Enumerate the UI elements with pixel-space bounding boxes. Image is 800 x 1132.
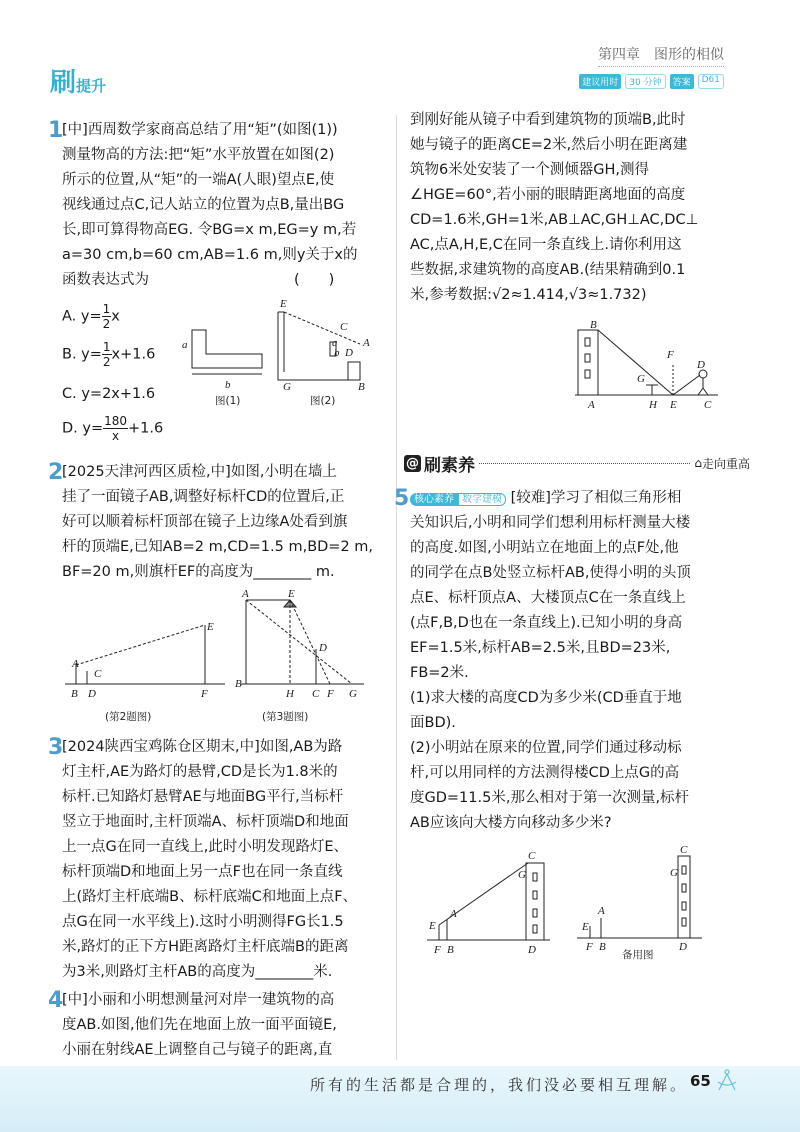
label: A (588, 399, 595, 411)
text-line: FB=2米. (410, 665, 469, 681)
text-line: 的高度.如图,小明站立在地面上的点F处,他 (410, 540, 679, 556)
text-line: 的同学在点B处竖立标杆AB,使得小明的头顶 (410, 565, 691, 581)
figure-2 (60, 585, 230, 725)
text-line: 灯主杆,AE为路灯的悬臂,CD是长为1.8米的 (62, 764, 338, 780)
label: D (679, 941, 687, 953)
label: A (363, 337, 370, 349)
label: G (283, 381, 291, 393)
brand-main: 刷 (50, 68, 77, 98)
figure-3 (232, 585, 372, 725)
text-line: 为3米,则路灯主杆AB的高度为________米. (62, 964, 333, 980)
label: H (649, 399, 657, 411)
text-line: 她与镜子的距离CE=2米,然后小明在距离建 (410, 137, 688, 153)
label: C (312, 688, 320, 700)
text-line: 竖立于地面时,主杆顶端A、标杆顶端D和地面 (62, 814, 349, 830)
text-line: 上一点G在同一直线上,此时小明发现路灯E、 (62, 839, 349, 855)
time-answer-tags (579, 74, 724, 89)
figure-5-spare (572, 840, 707, 965)
label: B (235, 678, 242, 690)
text-line: 杆的顶端E,已知AB=2 m,CD=1.5 m,BD=2 m, (62, 539, 374, 555)
caption: (第3题图) (262, 711, 309, 723)
label: F (327, 688, 334, 700)
option-text: B. y= (62, 346, 102, 363)
label: A (72, 658, 79, 670)
numerator: 180 (104, 414, 128, 428)
text-line: 所示的位置,从“矩”的一端A(人眼)望点E,使 (62, 172, 335, 188)
label: F (586, 941, 593, 953)
label: G (518, 869, 526, 881)
label: b (334, 347, 340, 359)
label: E (670, 399, 677, 411)
question-number: 3 (48, 735, 64, 760)
text-line: 小丽在射线AE上调整自己与镜子的距离,直 (62, 1042, 333, 1058)
label: G (670, 867, 678, 879)
option-text: x (111, 308, 120, 325)
section-icon: @ (406, 455, 419, 471)
text-line: 米,参考数据:√2≈1.414,√3≈1.732) (410, 287, 647, 303)
label: a (332, 337, 338, 349)
text-line: 好可以顺着标杆顶部在镜子上边缘A处看到旗 (62, 514, 348, 530)
option-c: C. y=2x+1.6 (62, 386, 156, 402)
question-number: 5 (394, 486, 410, 511)
option-b (62, 340, 155, 369)
question-number: 4 (48, 988, 64, 1013)
text-line: 点E、标杆顶点A、大楼顶点C在一条直线上 (410, 590, 686, 606)
text-line: AC,点A,H,E,C在同一条直线上.请你利用这 (410, 237, 682, 253)
building-icon: ⌂ (694, 456, 702, 470)
question-text (62, 118, 358, 293)
chapter-title: 第四章 图形的相似 (598, 44, 724, 67)
brand-sub: 提升 (76, 77, 107, 95)
caption: (第2题图) (105, 711, 152, 723)
label: D (697, 359, 705, 371)
label: b (225, 379, 231, 391)
answer-label: 答案 (670, 74, 694, 89)
text-line: EF=1.5米,标杆AB=2.5米,且BD=23米, (410, 640, 671, 656)
option-a (62, 302, 120, 331)
time-label: 建议用时 (579, 74, 621, 89)
text-line: CD=1.6米,GH=1米,AB⊥AC,GH⊥AC,DC⊥ (410, 212, 699, 228)
text-line: 测量物高的方法:把“矩”水平放置在如图(2) (62, 147, 335, 163)
dotted-leader (479, 463, 690, 464)
text-line: 上(路灯主杆底端B、标杆底端C和地面上点F、 (62, 889, 358, 905)
label: E (207, 621, 214, 633)
option-text: D. y= (62, 420, 104, 437)
text-line: 挂了一面镜子AB,调整好标杆CD的位置后,正 (62, 489, 345, 505)
label: B (590, 319, 597, 331)
numerator: 1 (102, 340, 111, 354)
label: F (667, 349, 674, 361)
text-line: 些数据,求建筑物的高度AB.(结果精确到0.1 (410, 262, 686, 278)
question-number: 2 (48, 460, 64, 485)
text-line: 筑物6米处安装了一个测倾器GH,测得 (410, 162, 649, 178)
label: B (447, 944, 454, 956)
label: B (71, 688, 78, 700)
figure-1 (170, 292, 385, 412)
question-text (410, 511, 691, 836)
text-line: 米,路灯的正下方H距离路灯主杆底端B的距离 (62, 939, 349, 955)
label: A (450, 908, 457, 920)
text-line: (1)求大楼的高度CD为多少米(CD垂直于地 (410, 690, 682, 706)
section-subtitle: 走向重高 (701, 456, 750, 471)
section-brand (50, 62, 106, 99)
caption: 备用图 (622, 949, 654, 961)
footer-quote: 所有的生活都是合理的，我们没必要相互理解。 (310, 1076, 689, 1094)
label: E (288, 588, 295, 600)
label: C (340, 321, 348, 333)
text-line: 长,即可算得物高EG. 令BG=x m,EG=y m,若 (62, 222, 357, 238)
text-line: [中]西周数学家商高总结了用“矩”(如图(1)) (62, 122, 338, 138)
text-line: 面BD). (410, 715, 456, 731)
denominator: x (112, 429, 120, 443)
label: C (94, 668, 102, 680)
label: G (637, 373, 645, 385)
column-divider (396, 115, 397, 1060)
denominator: 2 (102, 317, 111, 331)
label: E (582, 921, 589, 933)
label: B (358, 381, 365, 393)
text-line: 视线通过点C,记人站立的位置为点B,量出BG (62, 197, 345, 213)
question-text (62, 988, 337, 1063)
label: H (286, 688, 294, 700)
label: A (598, 905, 605, 917)
text-line: (点F,B,D也在一条直线上).已知小明的身高 (410, 615, 683, 631)
page-number: 65 (690, 1072, 711, 1090)
question-number: 1 (48, 118, 64, 143)
caption: 图(2) (310, 395, 336, 407)
caption: 图(1) (215, 395, 241, 407)
text-line: [2024陕西宝鸡陈仓区期末,中]如图,AB为路 (62, 739, 343, 755)
label: A (242, 588, 249, 600)
time-value: 30 分钟 (625, 74, 665, 89)
question-4-continued (410, 108, 698, 308)
text-line: [中]小丽和小明想测量河对岸一建筑物的高 (62, 992, 335, 1008)
text-line: 标杆顶端D和地面上另一点F也在同一条直线 (62, 864, 343, 880)
label: E (429, 920, 436, 932)
question-text (62, 735, 357, 985)
figure-4 (570, 318, 720, 413)
label: F (434, 944, 441, 956)
option-text: x+1.6 (111, 346, 156, 363)
answer-page: D61 (698, 74, 724, 89)
text-line: 杆,可以用同样的方法测得楼CD上点G的高 (410, 765, 680, 781)
text-line: a=30 cm,b=60 cm,AB=1.6 m,则y关于x的 (62, 247, 358, 263)
numerator: 1 (102, 302, 111, 316)
option-text: A. y= (62, 308, 102, 325)
compass-icon (714, 1068, 740, 1092)
question-text (62, 460, 373, 585)
text-line: 度AB.如图,他们先在地面上放一面平面镜E, (62, 1017, 337, 1033)
text-line: [2025天津河西区质检,中]如图,小明在墙上 (62, 464, 337, 480)
option-d (62, 414, 163, 443)
section-header (404, 452, 750, 474)
math-modeling-badge: 数学建模 (458, 493, 506, 506)
text-line: 函数表达式为 ( ) (62, 272, 335, 288)
label: E (280, 298, 287, 310)
text-line: 关知识后,小明和同学们想利用标杆测量大楼 (410, 515, 691, 531)
text-line: AB应该向大楼方向移动多少米? (410, 815, 612, 831)
text-line: 标杆.已知路灯悬臂AE与地面BG平行,当标杆 (62, 789, 344, 805)
label: D (319, 642, 327, 654)
text-line: BF=20 m,则旗杆EF的高度为________ m. (62, 564, 335, 580)
label: C (528, 850, 536, 862)
text-line: 度GD=11.5米,那么相对于第一次测量,标杆 (410, 790, 690, 806)
figure-5 (422, 845, 552, 960)
label: D (88, 688, 96, 700)
text-line: 点G在同一水平线上).这时小明测得FG长1.5 (62, 914, 344, 930)
label: a (182, 339, 188, 351)
label: B (599, 941, 606, 953)
option-text: +1.6 (128, 420, 164, 437)
label: D (528, 944, 536, 956)
label: F (201, 688, 208, 700)
denominator: 2 (102, 355, 111, 369)
core-literacy-badge: 核心素养 (410, 493, 458, 506)
label: C (680, 844, 688, 856)
section-title: 刷素养 (424, 455, 475, 476)
text-line: (2)小明站在原来的位置,同学们通过移动标 (410, 740, 682, 756)
label: G (349, 688, 357, 700)
label: C (704, 399, 712, 411)
question-text-first: [较难]学习了相似三角形相 (510, 490, 682, 506)
label: D (345, 347, 353, 359)
text-line: 到刚好能从镜子中看到建筑物的顶端B,此时 (410, 112, 686, 128)
text-line: ∠HGE=60°,若小丽的眼睛距离地面的高度 (410, 187, 686, 203)
